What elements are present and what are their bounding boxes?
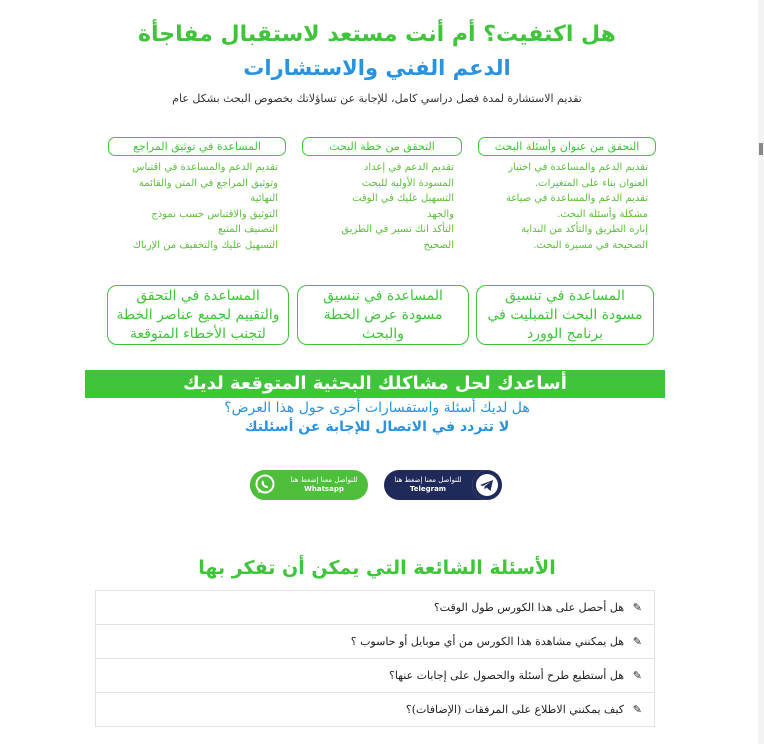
whatsapp-label-top: للتواصل معنا إضغط هنا (290, 476, 358, 484)
service-heading: التحقق من عنوان وأسئلة البحث (478, 137, 656, 156)
feature-box-plan-format (297, 285, 469, 345)
telegram-label-top: للتواصل معنا إضغط هنا (394, 476, 462, 484)
telegram-label-bottom: Telegram (409, 485, 447, 493)
service-line: تقديم الدعم والمساعدة في اختيار (508, 162, 648, 173)
whatsapp-icon (250, 470, 280, 500)
service-line: تقديم الدعم والمساعدة في صياغة (505, 193, 648, 204)
faq-item[interactable] (95, 624, 655, 659)
faq-question: هل أستطيع طرح أسئلة والحصول على إجابات عنها؟ (389, 669, 624, 682)
faq-item[interactable] (95, 590, 655, 625)
feature-box-evaluation (107, 285, 289, 345)
telegram-button[interactable] (384, 470, 502, 500)
service-heading: المساعدة في توثيق المراجع (108, 137, 286, 156)
whatsapp-label-bottom: Whatsapp (304, 485, 344, 493)
headline: هل اكتفيت؟ أم أنت مستعد لاستقبال مفاجأة (138, 22, 616, 47)
service-heading: التحقق من خطة البحث (302, 137, 462, 156)
service-line: تقديم الدعم في إعداد (363, 162, 454, 173)
service-column-title-questions (478, 137, 656, 253)
service-line: والجهد (427, 208, 454, 220)
faq-item[interactable] (95, 692, 655, 727)
service-line: تقديم الدعم والمساعدة في اقتباس (132, 162, 278, 173)
faq-question: هل أحصل على هذا الكورس طول الوقت؟ (433, 601, 624, 614)
service-line: الصحيح (423, 239, 454, 251)
faq-question: كيف يمكنني الاطلاع على المرفقات (الإضافات)؟ (405, 703, 624, 716)
service-line: التسهيل عليك في الوقت (352, 193, 454, 204)
pencil-icon: ✎ (632, 635, 642, 648)
subheadline: الدعم الفني والاستشارات (243, 56, 511, 80)
faq-title: الأسئلة الشائعة التي يمكن أن تفكر بها (198, 557, 556, 579)
scrollbar-thumb[interactable] (759, 143, 763, 155)
service-line: التسهيل عليك والتخفيف من الإرباك (132, 239, 278, 251)
faq-item[interactable] (95, 658, 655, 693)
pencil-icon: ✎ (632, 669, 642, 682)
service-line: العنوان بناء على المتغيرات. (534, 177, 648, 189)
pencil-icon: ✎ (632, 601, 642, 614)
scrollbar-track[interactable] (758, 0, 764, 744)
faq-list (95, 590, 655, 726)
promo-banner: أساعدك لحل مشاكلك البحثية المتوقعة لديك (85, 370, 665, 398)
service-line: التصنيف المتبع (217, 224, 278, 235)
service-line: وتوثيق المراجع في المتن والقائمة (138, 177, 278, 189)
service-column-references (108, 137, 286, 253)
pencil-icon: ✎ (632, 703, 642, 716)
feature-box-text: المساعدة في تنسيق مسودة عرض الخطة والبحث (323, 287, 443, 342)
feature-box-text: المساعدة في التحقق والتقييم لجميع عناصر الخطة لتجنب الأخطاء المتوقعة (116, 287, 280, 342)
whatsapp-button[interactable] (250, 470, 368, 500)
telegram-icon (472, 470, 502, 500)
question-line: هل لديك أسئلة واستفسارات أخرى حول هذا العرض؟ (224, 400, 530, 416)
feature-box-text: المساعدة في تنسيق مسودة البحث التمبليت في برنامج الوورد (487, 287, 643, 342)
service-line: النهائية (250, 193, 278, 204)
intro-text: تقديم الاستشارة لمدة فصل دراسي كامل، للإجابة عن تساؤلاتك بخصوص البحث بشكل عام (172, 92, 582, 105)
service-line: الصحيحة في مسيرة البحث. (533, 239, 648, 251)
service-line: المسودة الأولية للبحث (361, 177, 454, 189)
service-line: التأكد انك تسير في الطريق (341, 224, 454, 235)
service-line: التوثيق والاقتباس حسب نموذج (151, 208, 278, 220)
service-line: مشكلة وأسئلة البحث. (557, 208, 648, 220)
service-line: إنارة الطريق والتأكد من البداية (521, 224, 648, 235)
cta-line: لا تتردد في الاتصال للإجابة عن أسئلتك (244, 419, 510, 435)
faq-question: هل يمكنني مشاهدة هذا الكورس من أي موبايل أو حاسوب ؟ (350, 635, 624, 648)
service-column-research-plan (302, 137, 462, 253)
feature-box-word-template (476, 285, 654, 345)
